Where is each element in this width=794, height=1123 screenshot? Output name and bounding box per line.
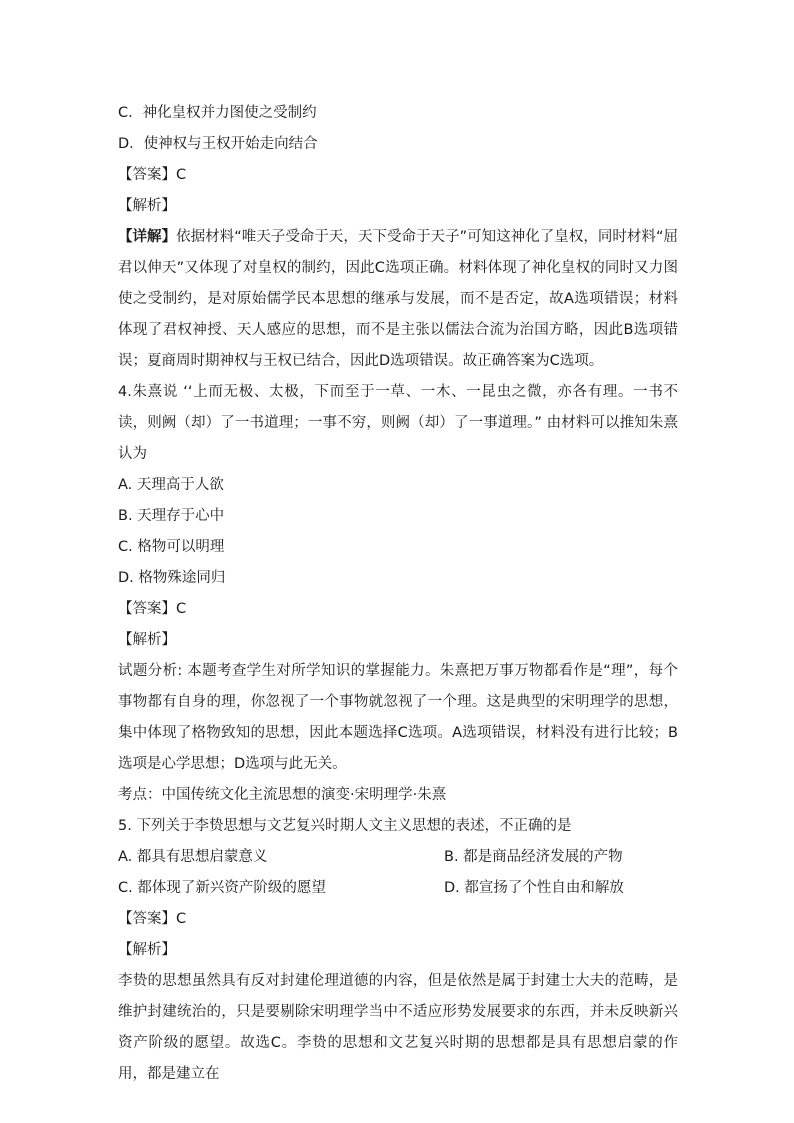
q4-analysis-text: 试题分析: 本题考查学生对所学知识的掌握能力。朱熹把万事万物都看作是“理”，每个事物都有自身的理，你忽视了一个事物就忽视了一个理。这是典型的宋明理学的思想，集中体现了格物致知的思想，因此本题选择C选项。A选项错误，材料没有进行比较；B选项是心学思想；D选项与此无关。 [118, 663, 678, 772]
q5-options-row-1 [118, 842, 678, 873]
q5-stem: 5. 下列关于李贽思想与文艺复兴时期人文主义思想的表述，不正确的是 [118, 818, 572, 834]
q4-option-a: A. 天理高于人欲 [118, 477, 224, 493]
document-page [118, 98, 678, 1090]
q3-detail [118, 222, 678, 377]
q3-answer [118, 160, 678, 191]
answer-value: C [176, 167, 187, 183]
q5-options-row-2 [118, 873, 678, 904]
detail-label: 【详解】 [118, 229, 177, 245]
q5-answer [118, 904, 678, 935]
q5-option-c: C. 都体现了新兴资产阶级的愿望 [118, 880, 326, 896]
q4-option-c: C. 格物可以明理 [118, 539, 225, 555]
q4-stem: 4.朱熹说 ‘‘上而无极、太极，下而至于一草、一木、一昆虫之微，亦各有理。一书不读，则阙（却）了一书道理；一事不穷，则阙（却）了一事道理。” 由材料可以推知朱熹认为 [118, 384, 678, 462]
q3-option-d: D．使神权与王权开始走向结合 [118, 136, 318, 152]
answer-value: C [176, 911, 187, 927]
answer-label: 【答案】 [118, 911, 176, 927]
q5-option-a: A. 都具有思想启蒙意义 [118, 849, 268, 865]
detail-text: 依据材料“唯天子受命于天，天下受命于天子”可知这神化了皇权，同时材料“屈君以伸天”又体现了对皇权的制约，因此C选项正确。材料体现了神化皇权的同时又力图使之受制约，是对原始儒学民本思想的继承与发展，而不是否定，故A选项错误；材料体现了君权神授、天人感应的思想，而不是主张以儒法合流为治国方略，因此B选项错误；夏商周时期神权与王权已结合，因此D选项错误。故正确答案为C选项。 [118, 229, 678, 369]
answer-label: 【答案】 [118, 601, 176, 617]
q4-option-b: B. 天理存于心中 [118, 508, 225, 524]
q4-analysis-label: 【解析】 [118, 632, 176, 648]
q3-analysis-label: 【解析】 [118, 198, 176, 214]
q4-option-d: D. 格物殊途同归 [118, 570, 226, 586]
q3-option-c: C．神化皇权并力图使之受制约 [118, 105, 317, 121]
q4-kaodian: 考点：中国传统文化主流思想的演变·宋明理学·朱熹 [118, 787, 447, 803]
q5-option-d: D. 都宣扬了个性自由和解放 [444, 880, 624, 896]
q4-answer [118, 594, 678, 625]
answer-label: 【答案】 [118, 167, 176, 183]
q5-option-b: B. 都是商品经济发展的产物 [444, 849, 623, 865]
answer-value: C [176, 601, 187, 617]
q5-analysis-text: 李贽的思想虽然具有反对封建伦理道德的内容，但是依然是属于封建士大夫的范畴，是维护封建统治的，只是要剔除宋明理学当中不适应形势发展要求的东西，并未反映新兴资产阶级的愿望。故选C。李贽的思想和文艺复兴时期的思想都是具有思想启蒙的作用，都是建立在 [118, 973, 678, 1082]
q5-analysis-label: 【解析】 [118, 942, 176, 958]
